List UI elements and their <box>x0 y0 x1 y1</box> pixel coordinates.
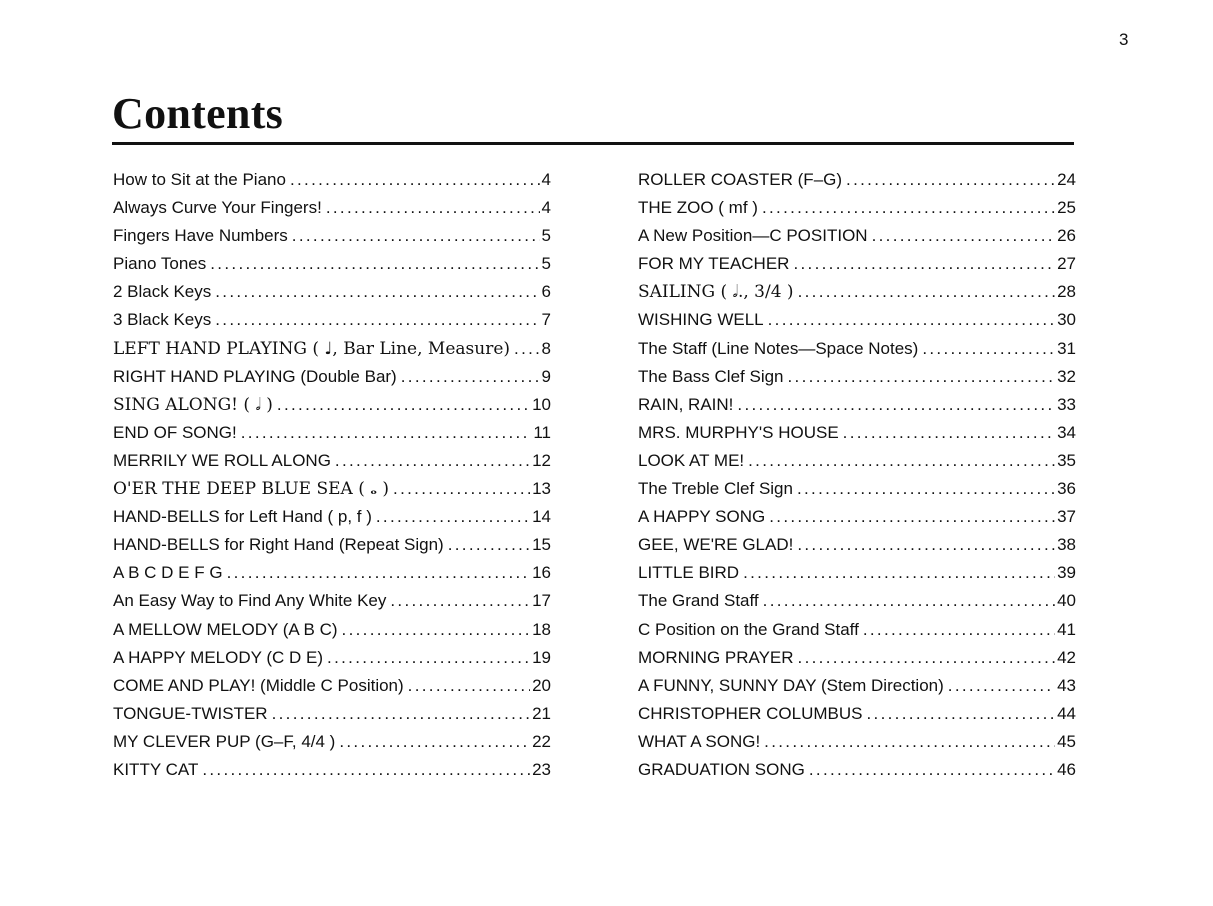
dot-leader <box>768 306 1055 334</box>
toc-entry-title: LEFT HAND PLAYING ( ♩, Bar Line, Measure) <box>113 338 511 359</box>
dot-leader <box>393 475 530 503</box>
dot-leader <box>342 616 531 644</box>
page-title: Contents <box>112 89 284 138</box>
dot-leader <box>290 166 540 194</box>
dot-leader <box>327 644 530 672</box>
toc-entry-page: 43 <box>1057 675 1076 695</box>
toc-entry <box>638 672 1076 700</box>
toc-entry-page: 14 <box>532 507 551 527</box>
toc-entry-page: 20 <box>532 675 551 695</box>
toc-entry-title: The Staff (Line Notes—Space Notes) <box>638 338 919 358</box>
title-divider <box>112 142 1074 145</box>
toc-entry <box>638 700 1076 728</box>
toc-entry <box>113 616 551 644</box>
toc-entry-title: A MELLOW MELODY (A B C) <box>113 619 338 639</box>
toc-entry <box>113 419 551 447</box>
toc-entry-title: LOOK AT ME! <box>638 450 745 470</box>
dot-leader <box>376 503 530 531</box>
toc-entry-page: 31 <box>1057 338 1076 358</box>
dot-leader <box>210 250 539 278</box>
toc-entry-title: Piano Tones <box>113 254 207 274</box>
toc-entry-page: 15 <box>532 535 551 555</box>
dot-leader <box>292 222 540 250</box>
toc-entry <box>113 194 551 222</box>
toc-entry-title: O'ER THE DEEP BLUE SEA ( 𝅝 ) <box>113 479 390 500</box>
toc-entry <box>113 644 551 672</box>
toc-right-column <box>638 166 1076 784</box>
toc-entry <box>638 587 1076 615</box>
toc-entry <box>638 166 1076 194</box>
toc-entry <box>638 559 1076 587</box>
toc-entry <box>638 644 1076 672</box>
dot-leader <box>769 503 1055 531</box>
toc-entry <box>638 391 1076 419</box>
toc-entry <box>638 222 1076 250</box>
dot-leader <box>793 250 1055 278</box>
toc-entry-page: 19 <box>532 647 551 667</box>
toc-entry-page: 46 <box>1057 759 1076 779</box>
dot-leader <box>390 587 530 615</box>
dot-leader <box>763 587 1055 615</box>
toc-entry-title: TONGUE-TWISTER <box>113 703 268 723</box>
toc-entry-page: 5 <box>541 226 551 246</box>
toc-entry <box>113 335 551 363</box>
toc-entry-title: COME AND PLAY! (Middle C Position) <box>113 675 404 695</box>
toc-entry-page: 33 <box>1057 394 1076 414</box>
toc-entry <box>113 559 551 587</box>
page-number: 3 <box>1119 30 1129 49</box>
toc-entry <box>113 306 551 334</box>
dot-leader <box>408 672 530 700</box>
toc-entry-title: LITTLE BIRD <box>638 563 740 583</box>
toc-entry <box>638 194 1076 222</box>
toc-entry-title: A B C D E F G <box>113 563 223 583</box>
toc-entry <box>638 363 1076 391</box>
toc-entry-page: 18 <box>532 619 551 639</box>
toc-entry-title: A HAPPY SONG <box>638 507 766 527</box>
dot-leader <box>737 391 1055 419</box>
toc-entry-page: 6 <box>541 282 551 302</box>
toc-entry-page: 12 <box>532 450 551 470</box>
dot-leader <box>809 756 1055 784</box>
dot-leader <box>227 559 530 587</box>
toc-entry <box>113 447 551 475</box>
toc-entry-page: 9 <box>541 366 551 386</box>
toc-entry-page: 16 <box>532 563 551 583</box>
toc-entry-page: 22 <box>532 731 551 751</box>
toc-entry-page: 40 <box>1057 591 1076 611</box>
toc-entry <box>113 166 551 194</box>
dot-leader <box>797 531 1055 559</box>
dot-leader <box>872 222 1056 250</box>
toc-entry-page: 35 <box>1057 450 1076 470</box>
toc-entry <box>113 672 551 700</box>
toc-entry-page: 39 <box>1057 563 1076 583</box>
toc-entry <box>113 391 551 419</box>
dot-leader <box>514 335 540 363</box>
dot-leader <box>843 419 1055 447</box>
dot-leader <box>867 700 1056 728</box>
dot-leader <box>215 306 539 334</box>
toc-entry-title: The Bass Clef Sign <box>638 366 784 386</box>
toc-entry <box>113 250 551 278</box>
dot-leader <box>401 363 540 391</box>
toc-entry-page: 23 <box>532 759 551 779</box>
toc-entry <box>638 278 1076 306</box>
toc-entry-title: RIGHT HAND PLAYING (Double Bar) <box>113 366 397 386</box>
dot-leader <box>215 278 539 306</box>
dot-leader <box>277 391 530 419</box>
dot-leader <box>748 447 1055 475</box>
toc-entry-title: FOR MY TEACHER <box>638 254 790 274</box>
toc-entry <box>638 531 1076 559</box>
toc-entry-title: Always Curve Your Fingers! <box>113 198 322 218</box>
toc-entry <box>113 756 551 784</box>
toc-entry-page: 24 <box>1057 170 1076 189</box>
dot-leader <box>339 728 530 756</box>
toc-entry-title: GRADUATION SONG <box>638 759 805 779</box>
dot-leader <box>863 616 1055 644</box>
toc-entry-page: 4 <box>541 170 551 189</box>
toc-entry-title: WISHING WELL <box>638 310 764 330</box>
toc-entry-page: 41 <box>1057 619 1076 639</box>
toc-entry-page: 38 <box>1057 535 1076 555</box>
toc-entry-title: An Easy Way to Find Any White Key <box>113 591 387 611</box>
toc-entry-title: ROLLER COASTER (F–G) <box>638 170 843 189</box>
toc-entry-page: 13 <box>532 479 551 499</box>
toc-entry-page: 36 <box>1057 479 1076 499</box>
toc-entry <box>638 503 1076 531</box>
dot-leader <box>798 644 1056 672</box>
toc-entry-page: 21 <box>532 703 551 723</box>
toc-entry <box>638 250 1076 278</box>
toc-entry-title: END OF SONG! <box>113 422 237 442</box>
toc-entry <box>113 728 551 756</box>
dot-leader <box>788 363 1056 391</box>
toc-entry-title: SING ALONG! ( 𝅗𝅥 ) <box>113 394 273 415</box>
toc-entry-title: MY CLEVER PUP (G–F, 4/4 ) <box>113 731 336 751</box>
toc-entry-page: 34 <box>1057 422 1076 442</box>
toc-entry-page: 11 <box>533 422 551 442</box>
toc-entry <box>638 756 1076 784</box>
dot-leader <box>743 559 1055 587</box>
toc-entry-page: 26 <box>1057 226 1076 246</box>
dot-leader <box>846 166 1055 194</box>
toc-entry <box>113 363 551 391</box>
toc-entry-title: The Treble Clef Sign <box>638 479 793 499</box>
toc-entry-page: 8 <box>541 338 551 358</box>
dot-leader <box>335 447 530 475</box>
toc-entry-page: 4 <box>541 198 551 218</box>
toc-entry-page: 37 <box>1057 507 1076 527</box>
toc-entry-title: The Grand Staff <box>638 591 759 611</box>
toc-entry-page: 28 <box>1057 282 1076 302</box>
toc-entry-title: How to Sit at the Piano <box>113 170 286 189</box>
toc-entry-page: 45 <box>1057 731 1076 751</box>
dot-leader <box>202 756 530 784</box>
toc-entry-title: 2 Black Keys <box>113 282 212 302</box>
toc-entry-page: 17 <box>532 591 551 611</box>
toc-entry <box>638 728 1076 756</box>
toc-entry-title: WHAT A SONG! <box>638 731 761 751</box>
dot-leader <box>272 700 531 728</box>
toc-entry-title: CHRISTOPHER COLUMBUS <box>638 703 863 723</box>
toc-entry-title: MRS. MURPHY'S HOUSE <box>638 422 839 442</box>
toc-entry-title: SAILING ( 𝅗𝅥., 3/4 ) <box>638 282 794 303</box>
toc-entry-page: 42 <box>1057 647 1076 667</box>
toc-entry-title: MORNING PRAYER <box>638 647 794 667</box>
dot-leader <box>922 335 1055 363</box>
toc-entry-title: HAND-BELLS for Left Hand ( p, f ) <box>113 507 372 527</box>
toc-entry <box>638 419 1076 447</box>
toc-entry <box>638 447 1076 475</box>
dot-leader <box>798 278 1056 306</box>
toc-entry-page: 44 <box>1057 703 1076 723</box>
toc-entry-title: 3 Black Keys <box>113 310 212 330</box>
toc-entry-title: GEE, WE'RE GLAD! <box>638 535 794 555</box>
toc-entry-title: A FUNNY, SUNNY DAY (Stem Direction) <box>638 675 944 695</box>
dot-leader <box>797 475 1055 503</box>
dot-leader <box>448 531 530 559</box>
toc-entry-page: 10 <box>532 394 551 414</box>
toc-entry <box>638 475 1076 503</box>
toc-entry <box>113 700 551 728</box>
toc-entry-title: Fingers Have Numbers <box>113 226 288 246</box>
toc-entry <box>638 616 1076 644</box>
toc-entry <box>113 222 551 250</box>
toc-left-column <box>113 166 551 784</box>
toc-entry-title: THE ZOO ( mf ) <box>638 198 758 218</box>
toc-entry <box>638 306 1076 334</box>
toc-entry <box>113 278 551 306</box>
dot-leader <box>948 672 1055 700</box>
toc-entry-title: C Position on the Grand Staff <box>638 619 859 639</box>
toc-entry-page: 30 <box>1057 310 1076 330</box>
toc-entry-page: 7 <box>541 310 551 330</box>
toc-entry-page: 25 <box>1057 198 1076 218</box>
toc-entry-title: HAND-BELLS for Right Hand (Repeat Sign) <box>113 535 444 555</box>
toc-entry-page: 5 <box>541 254 551 274</box>
dot-leader <box>326 194 540 222</box>
toc-entry <box>113 475 551 503</box>
toc-entry <box>113 587 551 615</box>
toc-entry-page: 32 <box>1057 366 1076 386</box>
toc-entry-title: RAIN, RAIN! <box>638 394 734 414</box>
toc-entry-title: MERRILY WE ROLL ALONG <box>113 450 331 470</box>
dot-leader <box>762 194 1055 222</box>
toc-entry <box>113 503 551 531</box>
toc-entry-page: 27 <box>1057 254 1076 274</box>
toc-entry-title: KITTY CAT <box>113 759 199 779</box>
dot-leader <box>241 419 532 447</box>
dot-leader <box>764 728 1055 756</box>
toc-entry-title: A New Position—C POSITION <box>638 226 868 246</box>
toc-entry-title: A HAPPY MELODY (C D E) <box>113 647 324 667</box>
toc-entry <box>113 531 551 559</box>
toc-entry <box>638 335 1076 363</box>
